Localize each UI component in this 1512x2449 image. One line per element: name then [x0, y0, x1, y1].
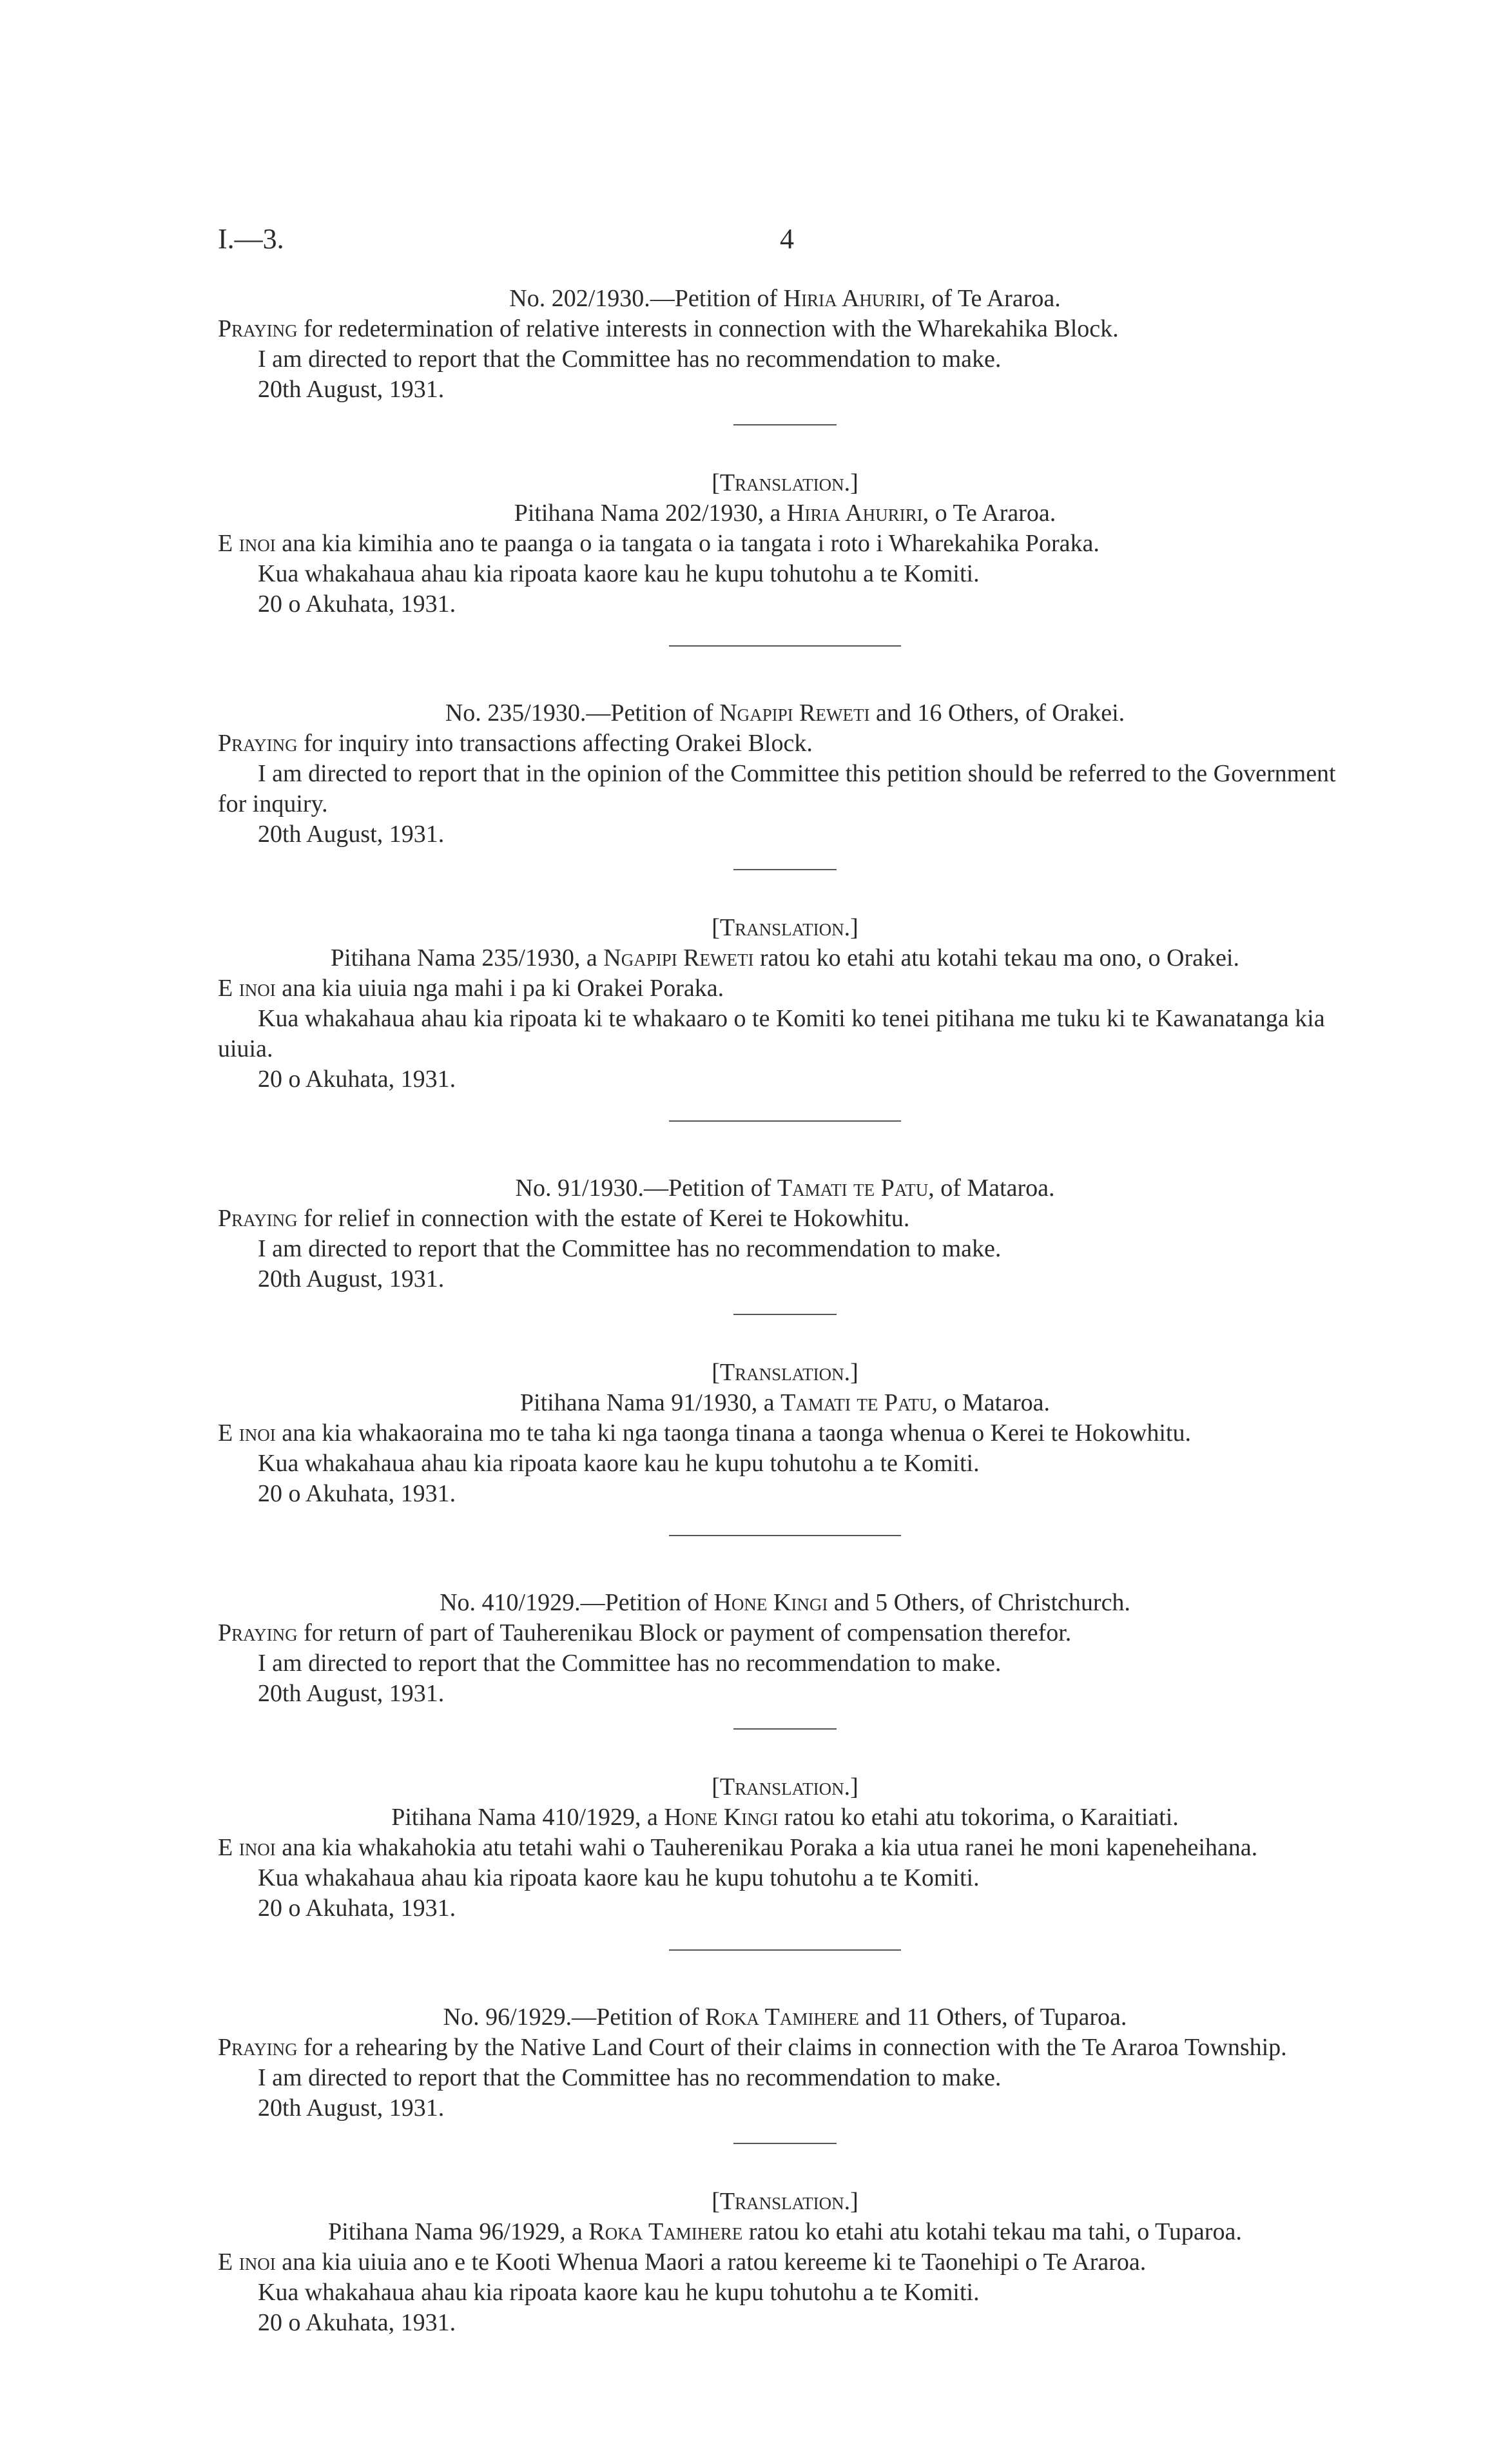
divider	[733, 869, 837, 870]
document-body	[218, 284, 1352, 2338]
petition-prayer: Praying for redetermination of relative interests in connection with the Wharekahika Block.	[218, 315, 1119, 342]
section-divider	[669, 645, 901, 647]
petition-prayer: Praying for inquiry into transactions affecting Orakei Block.	[218, 730, 813, 757]
page-number: 4	[780, 223, 794, 255]
translation-title: Pitihana Nama 410/1929, a Hone Kingi ratou ko etahi atu tokorima, o Karaitiati.	[391, 1804, 1179, 1831]
translation-report: Kua whakahaua ahau kia ripoata kaore kau he kupu tohutohu a te Komiti.	[258, 1864, 980, 1891]
report-date: 20th August, 1931.	[258, 1265, 445, 1293]
page-header	[0, 222, 1512, 261]
petition-prayer: Praying for return of part of Tauherenikau Block or payment of compensation therefor.	[218, 1619, 1072, 1646]
petitioner-name: Roka Tamihere	[705, 2004, 859, 2031]
divider	[733, 424, 837, 425]
petition-prayer: Praying for relief in connection with the estate of Kerei te Hokowhitu.	[218, 1205, 910, 1232]
committee-report: I am directed to report that the Committee has no recommendation to make.	[258, 1650, 1002, 1677]
divider	[733, 1728, 837, 1730]
translation-title: Pitihana Nama 91/1930, a Tamati te Patu, o Mataroa.	[519, 1389, 1051, 1416]
petition-entry	[218, 1173, 1352, 1536]
petitioner-name: Hone Kingi	[713, 1589, 828, 1616]
translation-date: 20 o Akuhata, 1931.	[258, 1480, 456, 1507]
translation-report: Kua whakahaua ahau kia ripoata kaore kau he kupu tohutohu a te Komiti.	[258, 2279, 980, 2306]
translation-report: Kua whakahaua ahau kia ripoata ki te whakaaro o te Komiti ko tenei pitihana me tuku ki te Kawanatanga kia uiuia.	[218, 1005, 1325, 1062]
translation-date: 20 o Akuhata, 1931.	[258, 2309, 456, 2336]
translation-title: Pitihana Nama 96/1929, a Roka Tamihere ratou ko etahi atu kotahi tekau ma tahi, o Tuparoa.	[328, 2218, 1242, 2245]
divider	[733, 2143, 837, 2144]
committee-report: I am directed to report that in the opinion of the Committee this petition should be referred to the Government for inquiry.	[218, 760, 1336, 817]
translation-label: [Translation.]	[712, 1359, 858, 1386]
petitioner-name: Ngapipi Reweti	[719, 699, 870, 727]
translation-title: Pitihana Nama 202/1930, a Hiria Ahuriri, o Te Araroa.	[514, 500, 1056, 527]
petition-title: No. 202/1930.—Petition of Hiria Ahuriri, of Te Araroa.	[509, 285, 1061, 312]
translation-prayer: E inoi ana kia uiuia ano e te Kooti Whenua Maori a ratou kereeme ki te Taonehipi o Te Araroa.	[218, 2249, 1147, 2276]
translation-date: 20 o Akuhata, 1931.	[258, 590, 456, 618]
petition-prayer: Praying for a rehearing by the Native Land Court of their claims in connection with the Te Araroa Township.	[218, 2034, 1287, 2061]
divider	[733, 1314, 837, 1315]
report-date: 20th August, 1931.	[258, 1680, 445, 1707]
translation-label: [Translation.]	[712, 1773, 858, 1800]
translation-report: Kua whakahaua ahau kia ripoata kaore kau he kupu tohutohu a te Komiti.	[258, 560, 980, 587]
section-divider	[669, 1949, 901, 1951]
petition-entry	[218, 698, 1352, 1122]
translation-prayer: E inoi ana kia whakahokia atu tetahi wahi o Tauherenikau Poraka a kia utua ranei he moni kapeneheihana.	[218, 1834, 1258, 1861]
petition-title: No. 410/1929.—Petition of Hone Kingi and 5 Others, of Christchurch.	[440, 1589, 1130, 1616]
translation-label: [Translation.]	[712, 914, 858, 941]
committee-report: I am directed to report that the Committee has no recommendation to make.	[258, 346, 1002, 373]
committee-report: I am directed to report that the Committee has no recommendation to make.	[258, 2064, 1002, 2091]
translation-prayer: E inoi ana kia kimihia ano te paanga o ia tangata o ia tangata i roto i Wharekahika Poraka.	[218, 530, 1100, 557]
translation-prayer: E inoi ana kia whakaoraina mo te taha ki nga taonga tinana a taonga whenua o Kerei te Hokowhitu.	[218, 1420, 1191, 1447]
document-reference: I.—3.	[218, 223, 284, 255]
translation-date: 20 o Akuhata, 1931.	[258, 1895, 456, 1922]
section-divider	[669, 1535, 901, 1536]
petition-entry	[218, 1588, 1352, 1951]
petition-title: No. 96/1929.—Petition of Roka Tamihere and 11 Others, of Tuparoa.	[443, 2004, 1127, 2031]
translation-title: Pitihana Nama 235/1930, a Ngapipi Reweti ratou ko etahi atu kotahi tekau ma ono, o Orakei.	[331, 944, 1239, 971]
translation-date: 20 o Akuhata, 1931.	[258, 1066, 456, 1093]
petitioner-name: Tamati te Patu	[777, 1175, 929, 1202]
report-date: 20th August, 1931.	[258, 2094, 445, 2122]
report-date: 20th August, 1931.	[258, 376, 445, 403]
section-divider	[669, 1120, 901, 1122]
report-date: 20th August, 1931.	[258, 821, 445, 848]
petition-entry	[218, 2002, 1352, 2338]
petitioner-name: Hiria Ahuriri	[783, 285, 920, 312]
translation-report: Kua whakahaua ahau kia ripoata kaore kau he kupu tohutohu a te Komiti.	[258, 1450, 980, 1477]
petition-entry	[218, 284, 1352, 647]
petition-title: No. 235/1930.—Petition of Ngapipi Reweti and 16 Others, of Orakei.	[445, 699, 1125, 727]
translation-label: [Translation.]	[712, 469, 858, 496]
petition-title: No. 91/1930.—Petition of Tamati te Patu, of Mataroa.	[515, 1175, 1055, 1202]
translation-label: [Translation.]	[712, 2188, 858, 2215]
translation-prayer: E inoi ana kia uiuia nga mahi i pa ki Orakei Poraka.	[218, 975, 724, 1002]
committee-report: I am directed to report that the Committee has no recommendation to make.	[258, 1235, 1002, 1262]
